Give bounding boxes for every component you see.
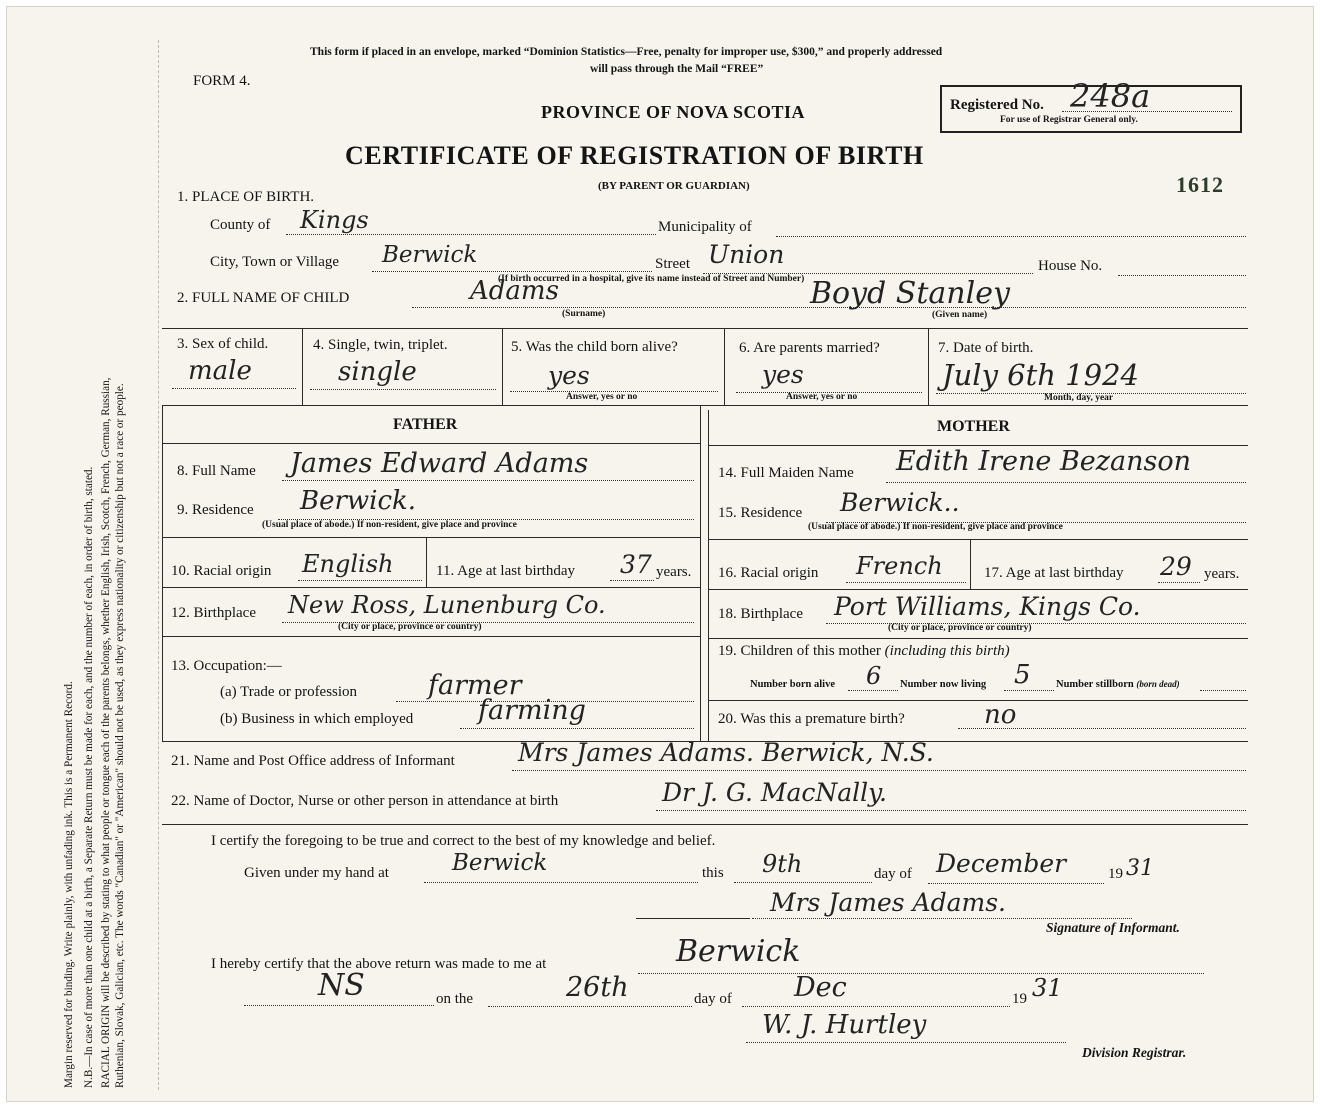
registrar-day-of-label: day of bbox=[694, 991, 732, 1007]
division-registrar-label: Division Registrar. bbox=[1082, 1045, 1187, 1060]
mother-residence-label: 15. Residence bbox=[718, 505, 803, 521]
this-label: this bbox=[702, 865, 724, 881]
father-birthplace-note: (City or place, province or country) bbox=[338, 622, 482, 632]
certificate-title: CERTIFICATE OF REGISTRATION OF BIRTH bbox=[345, 141, 924, 170]
registrar-year-value: 31 bbox=[1032, 974, 1063, 1002]
mother-birthplace-value: Port Williams, Kings Co. bbox=[834, 592, 1141, 621]
certify-year-prefix: 19 bbox=[1108, 866, 1123, 882]
registered-number: 248a bbox=[1070, 77, 1151, 115]
parents-married-note: Answer, yes or no bbox=[786, 392, 858, 402]
binding-margin-line bbox=[158, 40, 159, 1090]
stillborn-label-text: Number stillborn bbox=[1056, 679, 1134, 690]
informant-signature: Mrs James Adams. bbox=[770, 888, 1006, 917]
child-surname: Adams bbox=[470, 276, 559, 306]
premature-value: no bbox=[984, 700, 1017, 730]
father-age-value: 37 bbox=[620, 550, 652, 579]
children-label bbox=[718, 643, 1010, 660]
registrar-year-prefix: 19 bbox=[1012, 991, 1027, 1007]
business-label: (b) Business in which employed bbox=[220, 711, 414, 727]
informant-signature-label: Signature of Informant. bbox=[1046, 920, 1180, 935]
mother-name-value: Edith Irene Bezanson bbox=[896, 446, 1191, 477]
mother-heading: MOTHER bbox=[937, 418, 1010, 435]
date-of-birth-note: Month, day, year bbox=[1044, 393, 1114, 403]
multiplicity-label: 4. Single, twin, triplet. bbox=[313, 337, 448, 353]
premature-label: 20. Was this a premature birth? bbox=[718, 711, 905, 727]
hospital-note: (If birth occurred in a hospital, give its name instead of Street and Number) bbox=[498, 274, 805, 284]
father-heading: FATHER bbox=[393, 416, 458, 433]
mother-racial-origin-label: 16. Racial origin bbox=[718, 565, 819, 581]
father-age-label: 11. Age at last birthday bbox=[436, 563, 575, 579]
margin-instructions bbox=[62, 28, 127, 1088]
father-birthplace-label: 12. Birthplace bbox=[171, 605, 256, 621]
born-alive-note: Answer, yes or no bbox=[566, 392, 638, 402]
county-value: Kings bbox=[300, 206, 369, 234]
certify-year-value: 31 bbox=[1126, 856, 1154, 881]
mail-notice-line-1: This form if placed in an envelope, marked “Dominion Statistics—Free, penalty for improper use, $300,” and properly addressed bbox=[310, 46, 943, 58]
margin-line-1: Margin reserved for binding. Write plainly, with unfading ink. This is a Permanent Record. bbox=[63, 681, 75, 1088]
registrar-place-value: Berwick bbox=[676, 934, 801, 969]
mother-age-label: 17. Age at last birthday bbox=[984, 565, 1124, 581]
registrar-statement: I hereby certify that the above return was made to me at bbox=[211, 956, 547, 972]
doctor-value: Dr J. G. MacNally. bbox=[662, 778, 887, 807]
mother-birthplace-note: (City or place, province or country) bbox=[888, 623, 1032, 633]
trade-value: farmer bbox=[428, 670, 522, 701]
mother-abode-note: (Usual place of abode.) If non-resident, give place and province bbox=[808, 522, 1063, 532]
mother-name-label: 14. Full Maiden Name bbox=[718, 465, 854, 481]
born-alive-value: yes bbox=[548, 361, 590, 390]
certify-day-value: 9th bbox=[762, 850, 803, 878]
street-value: Union bbox=[708, 240, 785, 269]
stamp-number: 1612 bbox=[1176, 172, 1224, 197]
given-place-value: Berwick bbox=[452, 850, 548, 876]
father-racial-origin-label: 10. Racial origin bbox=[171, 563, 272, 579]
born-alive-count-label: Number born alive bbox=[750, 679, 835, 690]
margin-line-2: N.B.—In case of more than one child at a birth, a Separate Return must be made for each, and the number of each, in order of birth, stated. bbox=[83, 466, 95, 1088]
parents-married-value: yes bbox=[762, 360, 804, 389]
born-alive-label: 5. Was the child born alive? bbox=[511, 339, 678, 355]
county-label: County of bbox=[210, 217, 271, 233]
occupation-label: 13. Occupation:— bbox=[171, 658, 282, 674]
child-given-name: Boyd Stanley bbox=[810, 276, 1010, 311]
child-name-label: 2. FULL NAME OF CHILD bbox=[177, 290, 350, 306]
certify-statement: I certify the foregoing to be true and correct to the best of my knowledge and belief. bbox=[211, 833, 716, 849]
father-residence-value: Berwick. bbox=[300, 486, 417, 516]
certify-day-of-label: day of bbox=[874, 866, 912, 882]
multiplicity-value: single bbox=[338, 357, 417, 387]
father-birthplace-value: New Ross, Lunenburg Co. bbox=[288, 591, 606, 619]
registrar-signature: W. J. Hurtley bbox=[762, 1010, 927, 1040]
street-label: Street bbox=[655, 256, 690, 272]
municipality-label: Municipality of bbox=[658, 219, 752, 235]
margin-line-3: RACIAL ORIGIN will be described by stating to what people or tongue each of the parents belongs, whether English, Irish, Scotch, French, German, Russian, bbox=[100, 377, 112, 1088]
given-under-hand-label: Given under my hand at bbox=[244, 865, 389, 881]
house-number-label: House No. bbox=[1038, 258, 1103, 274]
mother-residence-value: Berwick.. bbox=[840, 488, 960, 517]
father-residence-label: 9. Residence bbox=[177, 502, 254, 518]
registrar-general-note: For use of Registrar General only. bbox=[1000, 115, 1138, 125]
now-living-value: 5 bbox=[1014, 660, 1031, 690]
mother-years-label: years. bbox=[1204, 566, 1240, 582]
now-living-label: Number now living bbox=[900, 679, 987, 690]
sex-label: 3. Sex of child. bbox=[177, 336, 269, 352]
registrar-month-value: Dec bbox=[794, 972, 847, 1003]
sex-value: male bbox=[188, 356, 252, 386]
children-note: (including this birth) bbox=[884, 643, 1010, 659]
stillborn-label bbox=[1056, 679, 1180, 690]
registration-box bbox=[940, 77, 1242, 133]
father-name-value: James Edward Adams bbox=[290, 448, 589, 479]
father-abode-note: (Usual place of abode.) If non-resident, give place and province bbox=[262, 520, 517, 530]
father-racial-origin-value: English bbox=[302, 550, 394, 578]
certify-month-value: December bbox=[936, 849, 1067, 878]
form-number: FORM 4. bbox=[193, 73, 251, 89]
registrar-day-value: 26th bbox=[566, 972, 629, 1003]
mail-notice-line-2: will pass through the Mail “FREE” bbox=[590, 63, 764, 75]
registered-label: Registered No. bbox=[950, 97, 1044, 113]
margin-line-4: Ruthenian, Slovak, Galician, etc. The words "Canadian" or "American" should not be used, as they express nationality or citizenship but not a race or people. bbox=[114, 383, 126, 1088]
registrar-on-the-label: on the bbox=[436, 991, 474, 1007]
informant-label: 21. Name and Post Office address of Informant bbox=[171, 753, 455, 769]
city-label: City, Town or Village bbox=[210, 254, 340, 270]
mother-birthplace-label: 18. Birthplace bbox=[718, 606, 803, 622]
date-of-birth-value: July 6th 1924 bbox=[942, 358, 1139, 392]
born-alive-count-value: 6 bbox=[866, 662, 882, 690]
stillborn-note: (born dead) bbox=[1136, 679, 1180, 689]
certificate-subtitle: (BY PARENT OR GUARDIAN) bbox=[598, 180, 750, 192]
city-value: Berwick bbox=[382, 242, 478, 268]
surname-caption: (Surname) bbox=[562, 309, 606, 319]
province-heading: PROVINCE OF NOVA SCOTIA bbox=[541, 102, 806, 122]
mother-racial-origin-value: French bbox=[856, 552, 943, 580]
place-of-birth-heading: 1. PLACE OF BIRTH. bbox=[177, 189, 315, 205]
given-name-caption: (Given name) bbox=[932, 310, 988, 320]
doctor-label: 22. Name of Doctor, Nurse or other person in attendance at birth bbox=[171, 793, 559, 809]
business-value: farming bbox=[478, 695, 586, 726]
trade-label: (a) Trade or profession bbox=[220, 684, 358, 700]
mother-age-value: 29 bbox=[1160, 552, 1192, 581]
father-name-label: 8. Full Name bbox=[177, 463, 256, 479]
children-label-text: 19. Children of this mother bbox=[718, 643, 881, 659]
parents-married-label: 6. Are parents married? bbox=[739, 340, 880, 356]
date-of-birth-label: 7. Date of birth. bbox=[938, 340, 1034, 356]
father-years-label: years. bbox=[656, 564, 692, 580]
registrar-province-value: NS bbox=[318, 968, 365, 1003]
informant-value: Mrs James Adams. Berwick, N.S. bbox=[518, 738, 934, 767]
